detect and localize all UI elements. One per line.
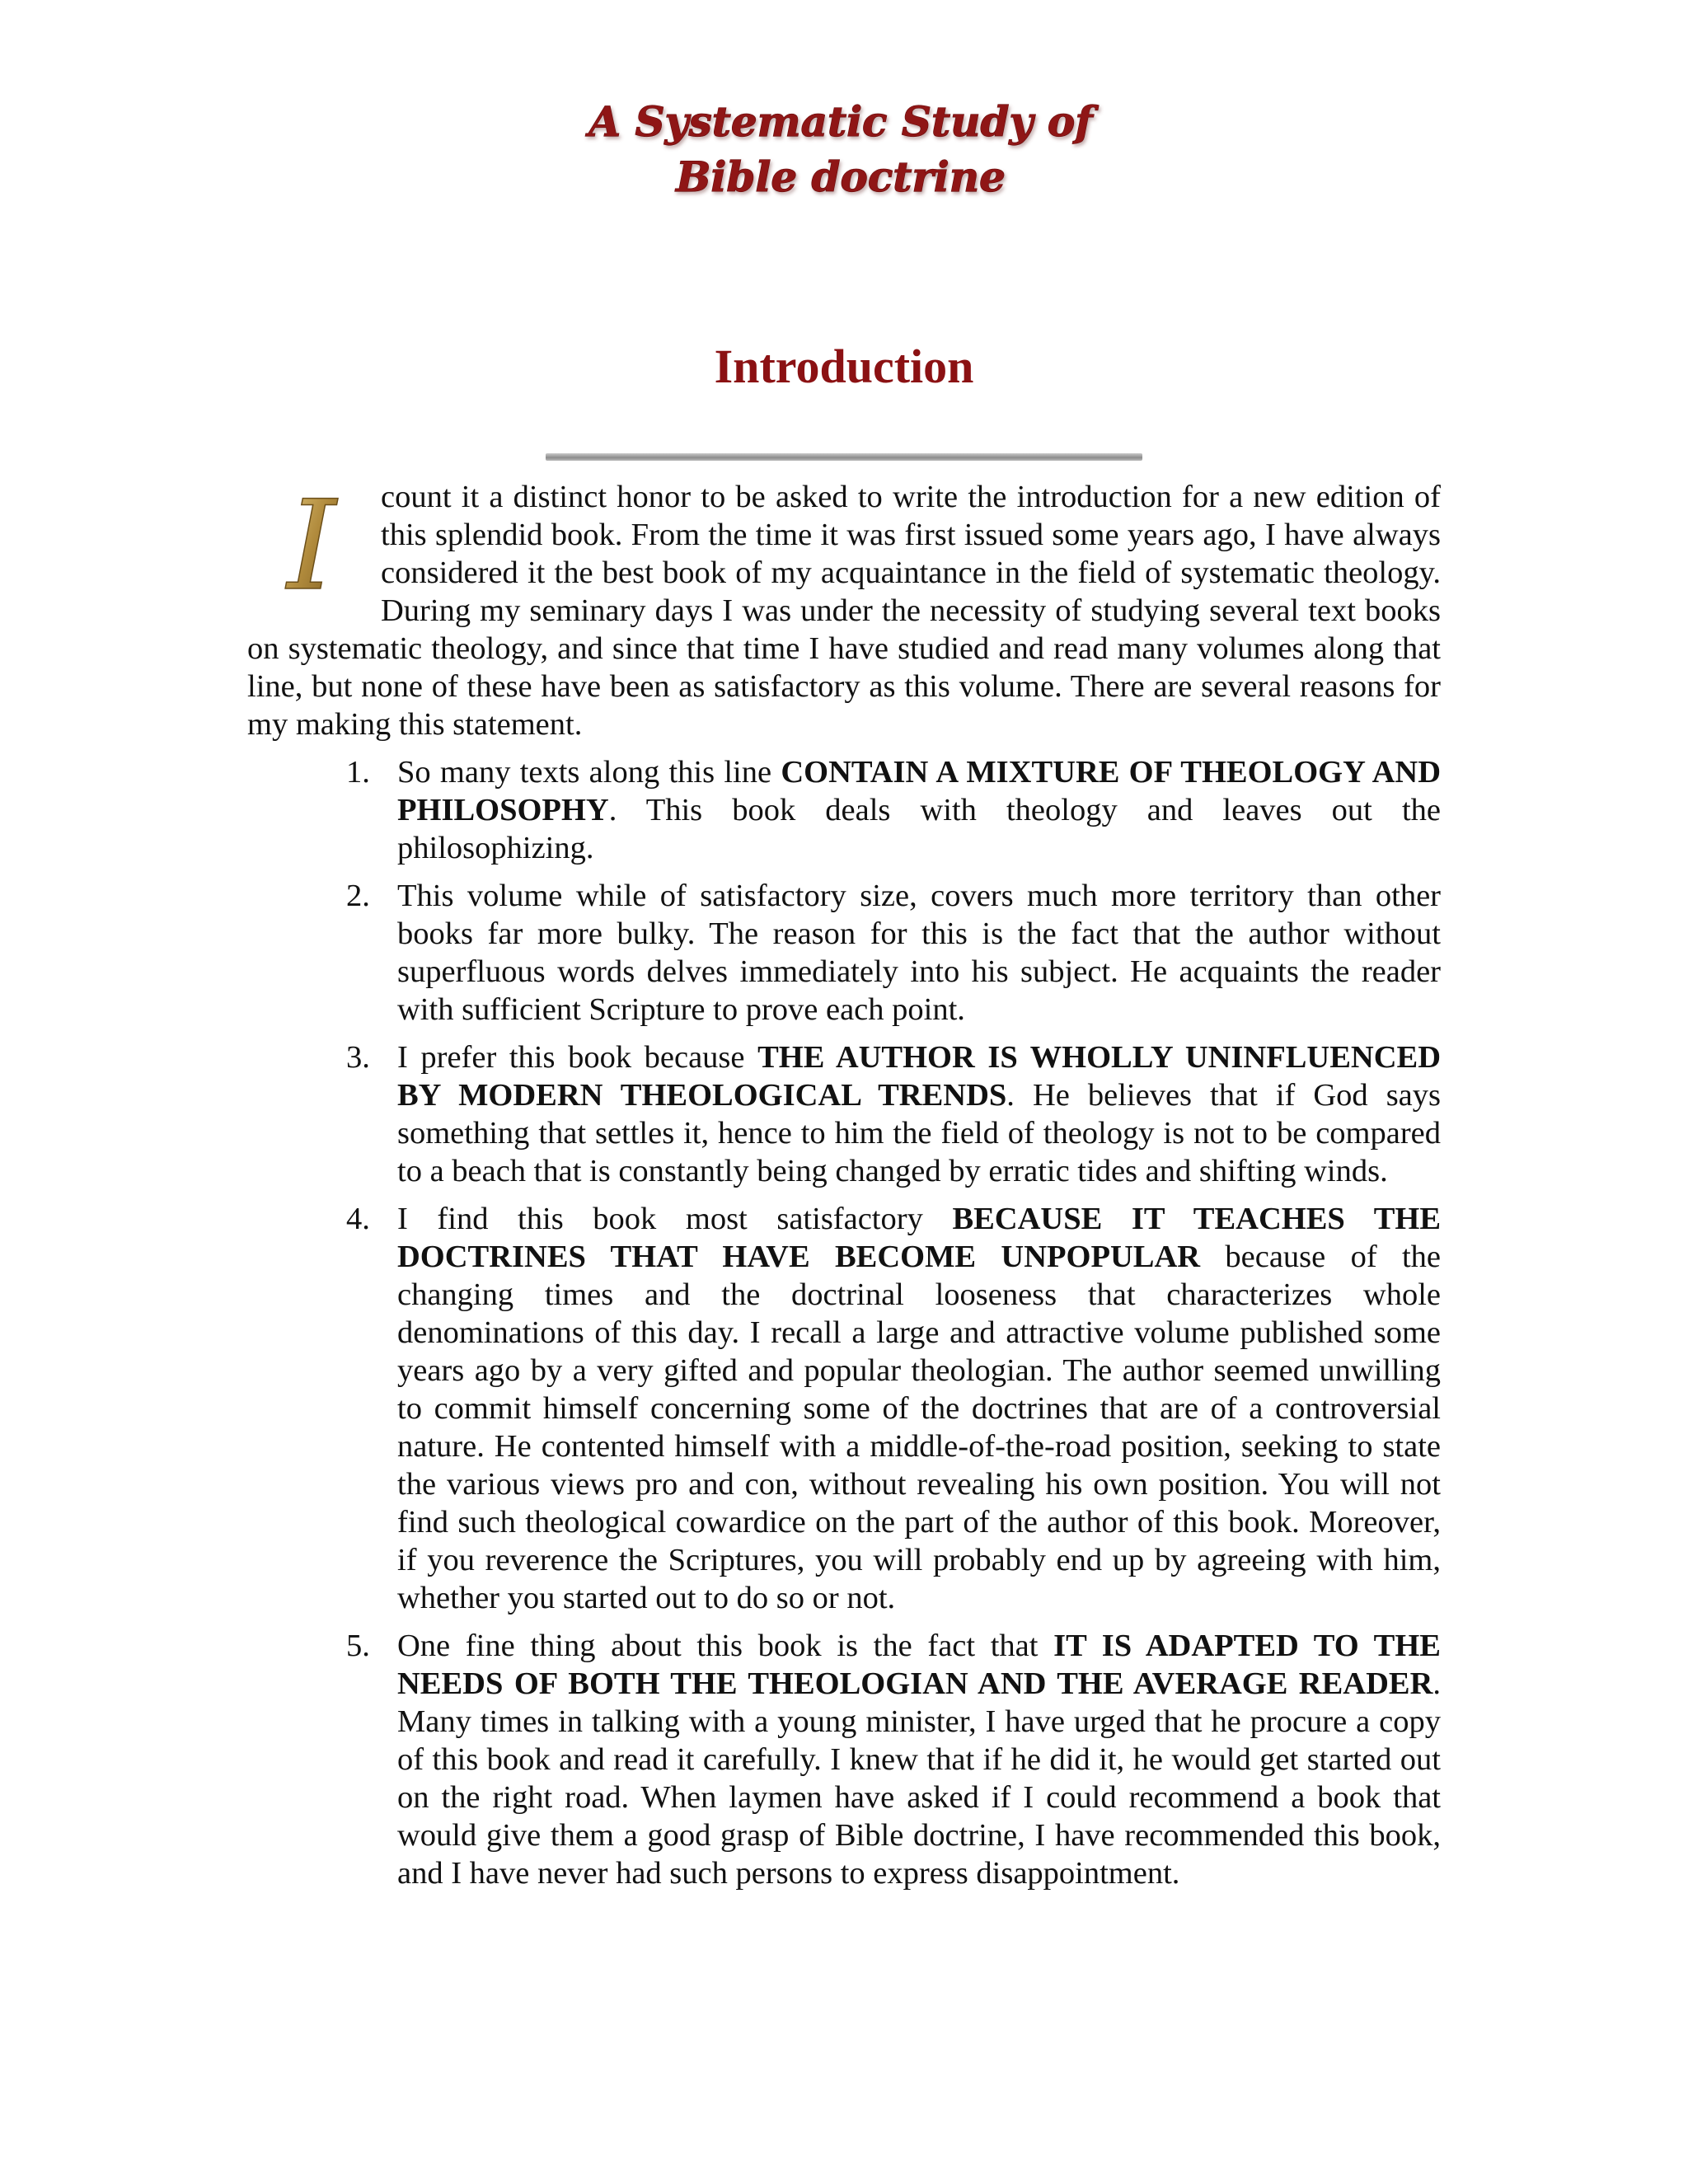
list-item-text: One fine thing about this book is the fact that xyxy=(397,1629,1054,1663)
list-item-text: So many texts along this line xyxy=(397,755,781,790)
logo-line-1: A Systematic Study of xyxy=(588,97,1093,146)
section-title: Introduction xyxy=(714,340,974,393)
list-item xyxy=(346,753,1441,867)
drop-cap-glyph: I xyxy=(287,490,336,605)
list-item-emphasis: THE AUTHOR IS WHOLLY UNINFLUENCED BY MODERN THEOLOGICAL TRENDS xyxy=(397,1040,1441,1113)
intro-paragraph: count it a distinct honor to be asked to write the introduction for a new edition of this splendid book. From the time it was first issued some years ago, I have always considered it the best book of my acquaintance in the field of systematic theology. During my seminary days I was under the necessity of studying several text books on systematic theology, and since that time I have studied and read many volumes along that line, but none of these have been as satisfactory as this volume. There are several reasons for my making this statement. xyxy=(247,480,1441,742)
list-item xyxy=(346,1038,1442,1190)
list-item-text: This volume while of satisfactory size, covers much more territory than other books far more bulky. The reason for this is the fact that the author without superfluous words delves immediately into his subject. He acquaints the reader with sufficient Scripture to prove each point. xyxy=(397,879,1441,1027)
section-divider xyxy=(546,453,1142,461)
document-body xyxy=(247,478,1441,1902)
list-item-text: I find this book most satisfactory xyxy=(397,1202,953,1236)
list-item-number: 3. xyxy=(346,1040,370,1075)
list-item-number: 4. xyxy=(346,1202,370,1236)
list-item-emphasis: BECAUSE IT TEACHES THE DOCTRINES THAT HAVE BECOME UNPOPULAR xyxy=(397,1202,1441,1274)
book-title-logo-graphic xyxy=(560,91,1121,214)
list-item xyxy=(346,1200,1441,1617)
list-item-number: 2. xyxy=(346,879,370,913)
list-item-number: 1. xyxy=(346,755,370,790)
list-item xyxy=(346,1627,1441,1892)
list-item xyxy=(346,877,1441,1029)
list-item-emphasis: CONTAIN A MIXTURE OF THEOLOGY AND PHILOSOPHY xyxy=(397,755,1441,827)
list-item-emphasis: IT IS ADAPTED TO THE NEEDS OF BOTH THE THEOLOGIAN AND THE AVERAGE READER xyxy=(397,1629,1441,1701)
list-item-text: because of the changing times and the doctrinal looseness that characterizes whole denominations of this day. I recall a large and attractive volume published some years ago by a very gifted and popular theologian. The author seemed unwilling to commit himself concerning some of the doctrines that are of a controversial nature. He contented himself with a middle-of-the-road position, seeking to state the various views pro and con, without revealing his own position. You will not find such theological cowardice on the part of the author of this book. Moreover, if you reverence the Scriptures, you will probably end up by agreeing with him, whether you started out to do so or not. xyxy=(397,1240,1441,1615)
list-item-number: 5. xyxy=(346,1629,370,1663)
book-title-logo xyxy=(560,91,1121,214)
logo-line-2: Bible doctrine xyxy=(676,152,1006,201)
drop-cap-letter xyxy=(247,490,371,605)
list-item-text: . Many times in talking with a young minister, I have urged that he procure a copy of this book and read it carefully. I knew that if he did it, he would get started out on the right road. When laymen have asked if I could recommend a book that would give them a good grasp of Bible doctrine, I have recommended this book, and I have never had such persons to express disappointment. xyxy=(397,1666,1441,1891)
list-item-text: . He believes that if God says something that settles it, hence to him the field of theology is not to be compared to a beach that is constantly being changed by erratic tides and shifting winds. xyxy=(397,1078,1442,1188)
list-item-text: . This book deals with theology and leaves out the philosophizing. xyxy=(397,793,1441,865)
list-item-text: I prefer this book because xyxy=(397,1040,758,1075)
reasons-list xyxy=(247,753,1441,1892)
